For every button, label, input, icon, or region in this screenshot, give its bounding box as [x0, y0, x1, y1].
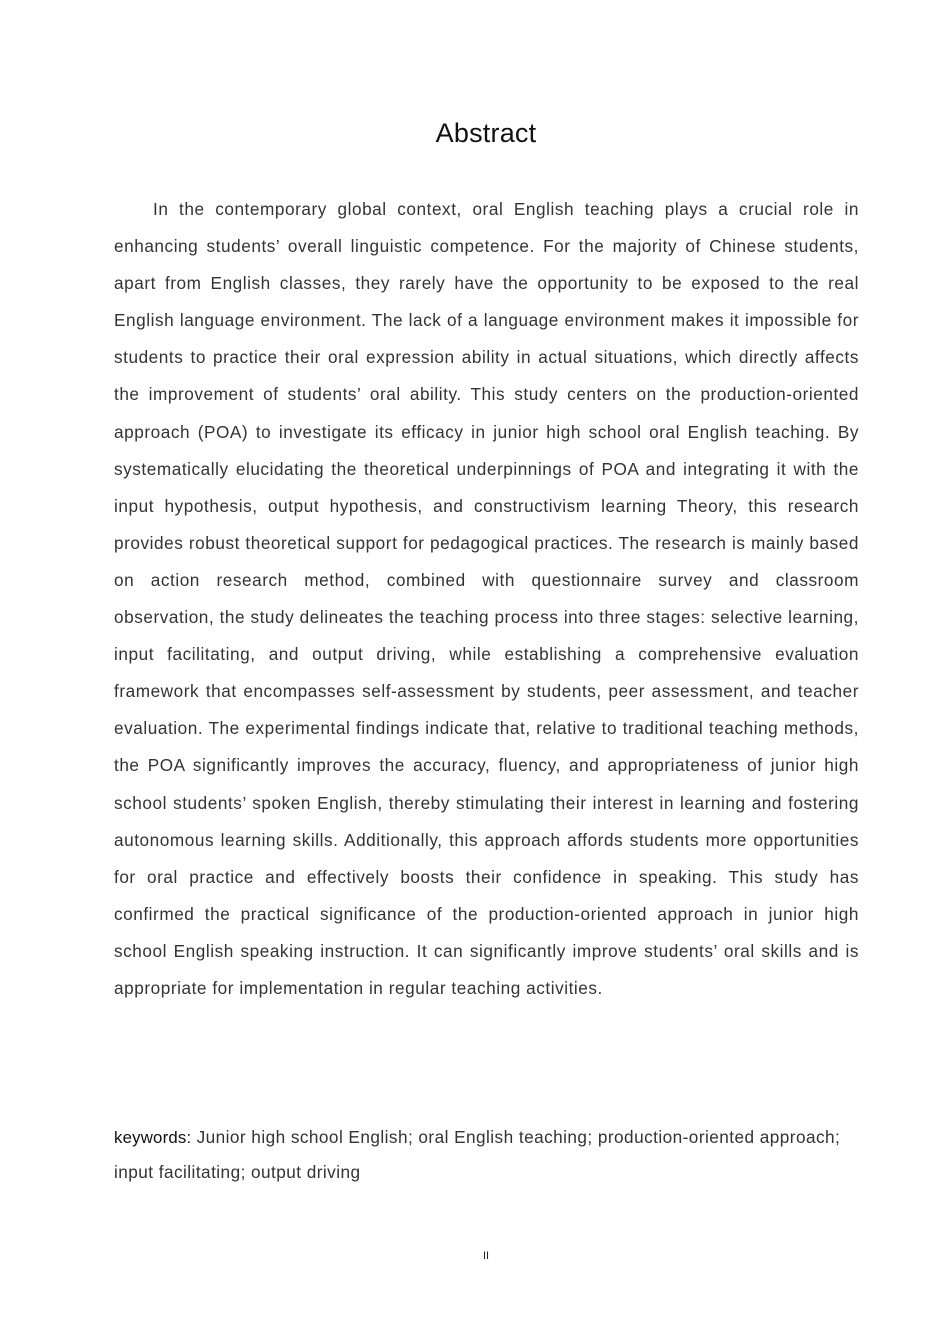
abstract-body: In the contemporary global context, oral English teaching plays a crucial role in enhancing students’ overall linguistic competence. For the majority of Chinese students, apart from English classes, they rarely have the opportunity to be exposed to the real English language environment. The lack of a language environment makes it impossible for students to practice their oral expression ability in actual situations, which directly affects the improvement of students’ oral ability. This study centers on the production-oriented approach (POA) to investigate its efficacy in junior high school oral English teaching. By systematically elucidating the theoretical underpinnings of POA and integrating it with the input hypothesis, output hypothesis, and constructivism learning Theory, this research provides robust theoretical support for pedagogical practices. The research is mainly based on action research method, combined with questionnaire survey and classroom observation, the study delineates the teaching process into three stages: selective learning, input facilitating, and output driving, while establishing a comprehensive evaluation framework that encompasses self-assessment by students, peer assessment, and teacher evaluation. The experimental findings indicate that, relative to traditional teaching methods, the POA significantly improves the accuracy, fluency, and appropriateness of junior high school students’ spoken English, thereby stimulating their interest in learning and fostering autonomous learning skills. Additionally, this approach affords students more opportunities for oral practice and effectively boosts their confidence in speaking. This study has confirmed the practical significance of the production-oriented approach in junior high school English speaking instruction. It can significantly improve students’ oral skills and is appropriate for implementation in regular teaching activities.	[114, 199, 859, 998]
keywords-label: keywords:	[114, 1128, 192, 1147]
keywords-text: Junior high school English; oral English teaching; production-oriented approach; input facilitating; output driving	[114, 1127, 841, 1182]
abstract-title: Abstract	[435, 118, 537, 148]
page-number: II	[482, 1250, 490, 1262]
keywords-paragraph	[114, 1120, 859, 1190]
